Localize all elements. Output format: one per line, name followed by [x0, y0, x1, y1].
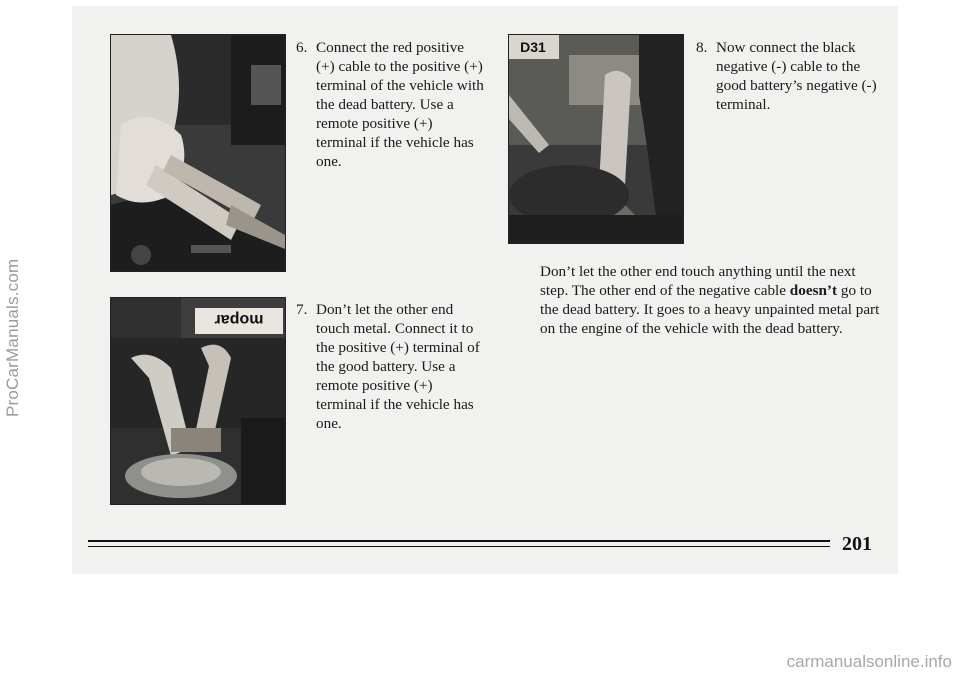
- step-8-number: 8.: [696, 39, 708, 56]
- step-6-text: Connect the red positive (+) cable to the positive (+) terminal of the vehicle with the dead battery. Use a remote positive (+) terminal if the vehicle has one.: [316, 39, 484, 170]
- note-text-after: go to the dead battery. It goes to a heavy unpainted metal part on the engine of the vehicle with the dead battery.: [540, 282, 880, 337]
- footer-site-text: carmanualsonline.info: [786, 652, 952, 671]
- step-7-text: Don’t let the other end touch metal. Connect it to the positive (+) terminal of the good battery. Use a remote positive (+) terminal if the vehicle has one.: [316, 301, 480, 432]
- footer-rule-bottom: [88, 546, 830, 547]
- note-text-bold: doesn’t: [789, 282, 838, 299]
- photo-battery-label: D31: [520, 39, 546, 55]
- step-8-text: Now connect the black negative (-) cable to the good battery’s negative (-) terminal.: [716, 39, 877, 113]
- photo-step-7: [110, 297, 286, 505]
- photo-step-6: [110, 34, 286, 272]
- footer-rule-top: [88, 540, 830, 542]
- photo-step-8: [508, 34, 684, 244]
- page-number: 201: [842, 533, 872, 555]
- negative-cable-note: [540, 262, 880, 338]
- step-7-number: 7.: [296, 301, 308, 318]
- note-text-before: Don’t let the other end touch anything until the next step. The other end of the negative cable: [540, 263, 856, 299]
- photo-battery-brand: mopar: [214, 311, 264, 328]
- step-6-number: 6.: [296, 39, 308, 56]
- watermark-text: ProCarManuals.com: [3, 258, 22, 418]
